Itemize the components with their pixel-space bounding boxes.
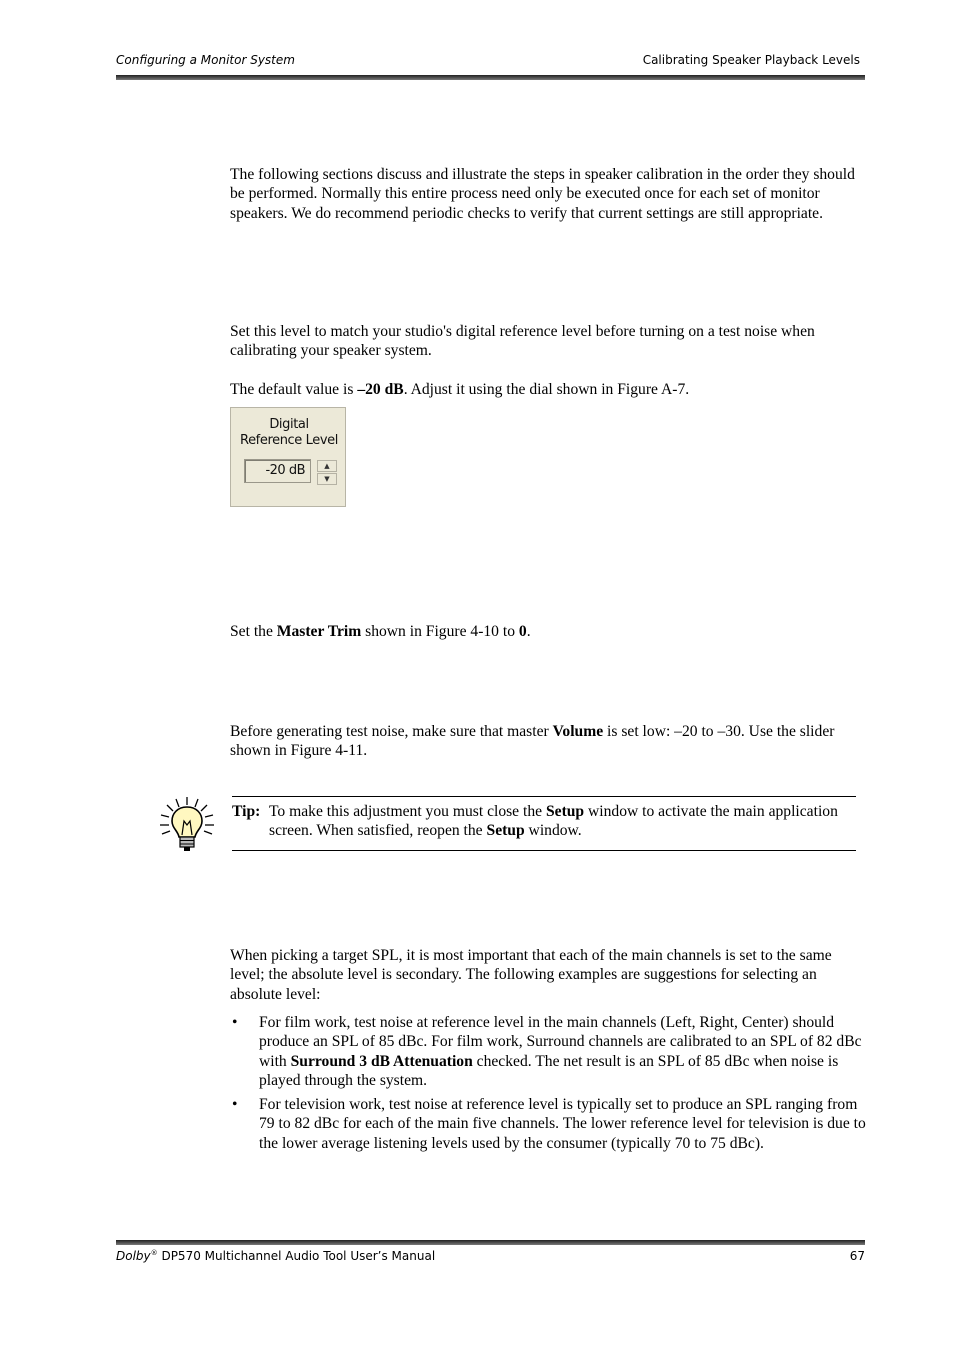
reference-level-field[interactable]: -20 dB — [244, 459, 311, 483]
bullet-dot: • — [232, 1096, 238, 1114]
master-trim-middle: shown in Figure 4-10 to — [361, 623, 519, 640]
intro-paragraph: The following sections discuss and illustrate the steps in speaker calibration in the order they should be performed. Normally this entire process need only be executed once for each set of monitor speakers. We do recommend periodic checks to verify that current settings are still appropriate. — [230, 166, 855, 222]
tip-setup-1: Setup — [545, 803, 585, 820]
master-trim-bold: Master Trim — [276, 623, 362, 640]
footer-title: DP570 Multichannel Audio Tool User’s Manual — [157, 1249, 436, 1263]
bullet-dot: • — [232, 1014, 238, 1031]
digital-reference-level-dialog — [230, 407, 346, 507]
master-trim-suffix: . — [526, 623, 531, 640]
page-number: 67 — [849, 1249, 865, 1263]
tip-top-rule — [232, 796, 856, 797]
film-item-part1: For film work, test noise at reference level in the main channels (Left, Right, Center) should produce an SPL of 85 dBc. For film work, Surround channels are calibrated to an SPL of 82 dBc with — [259, 1014, 862, 1070]
footer-manual-title — [116, 1249, 435, 1263]
volume-bold: Volume — [552, 723, 604, 740]
tv-item-text: For television work, test noise at reference level is typically set to produce an SPL ranging from 79 to 82 dBc for each of the main five channels. The lower reference level for television is due to the lower average listening levels used by the consumer (typically 70 to 75 dBc). — [259, 1096, 866, 1152]
lightbulb-icon — [156, 795, 218, 853]
spin-down-button[interactable]: ▼ — [317, 473, 337, 485]
list-item — [230, 1095, 866, 1153]
reference-level-paragraph: Set this level to match your studio's digital reference level before turning on a test noise when calibrating your speaker system. — [230, 323, 815, 360]
running-header-section: Configuring a Monitor System — [116, 53, 295, 67]
footer-rule — [116, 1240, 865, 1245]
master-trim-value: 0 — [518, 623, 527, 640]
footer-reg: ® — [150, 1249, 158, 1257]
volume-suffix: is set low: –20 to –30. Use the slider shown in Figure 4-11. — [230, 723, 835, 760]
tip-body — [269, 802, 859, 841]
film-item-part2: checked. The net result is an SPL of 85 dBc when noise is played through the system. — [259, 1052, 839, 1089]
dialog-title: Digital Reference Level — [240, 417, 338, 448]
tip-setup-2: Setup — [486, 822, 525, 840]
footer-brand: Dolby — [116, 1249, 151, 1263]
tip-bottom-rule — [232, 850, 856, 851]
film-item-bold: Surround 3 dB Attenuation — [290, 1052, 473, 1070]
tip-part2: window to activate the main application screen. When satisfied, reopen the — [269, 803, 838, 840]
tip-label: Tip: — [232, 803, 261, 820]
default-suffix: . Adjust it using the dial shown in Figure A-7. — [403, 381, 690, 398]
spl-paragraph: When picking a target SPL, it is most important that each of the main channels is set to the same level; the absolute level is secondary. The following examples are suggestions for selecting an absolute level: — [230, 947, 832, 1003]
spl-bullet-list — [230, 1013, 866, 1158]
spin-up-button[interactable]: ▲ — [317, 460, 337, 472]
master-trim-prefix: Set the — [230, 623, 277, 640]
volume-paragraph — [230, 722, 866, 761]
master-trim-paragraph — [230, 622, 866, 641]
running-header-title: Calibrating Speaker Playback Levels — [642, 53, 860, 67]
tip-part3: window. — [524, 822, 582, 840]
default-prefix: The default value is — [230, 381, 358, 398]
volume-prefix: Before generating test noise, make sure that master — [230, 723, 553, 740]
list-item — [230, 1013, 866, 1090]
tip-part1: To make this adjustment you must close the — [269, 803, 546, 820]
default-value-paragraph — [230, 380, 866, 399]
header-rule — [116, 75, 865, 80]
default-value: –20 dB — [357, 381, 404, 398]
